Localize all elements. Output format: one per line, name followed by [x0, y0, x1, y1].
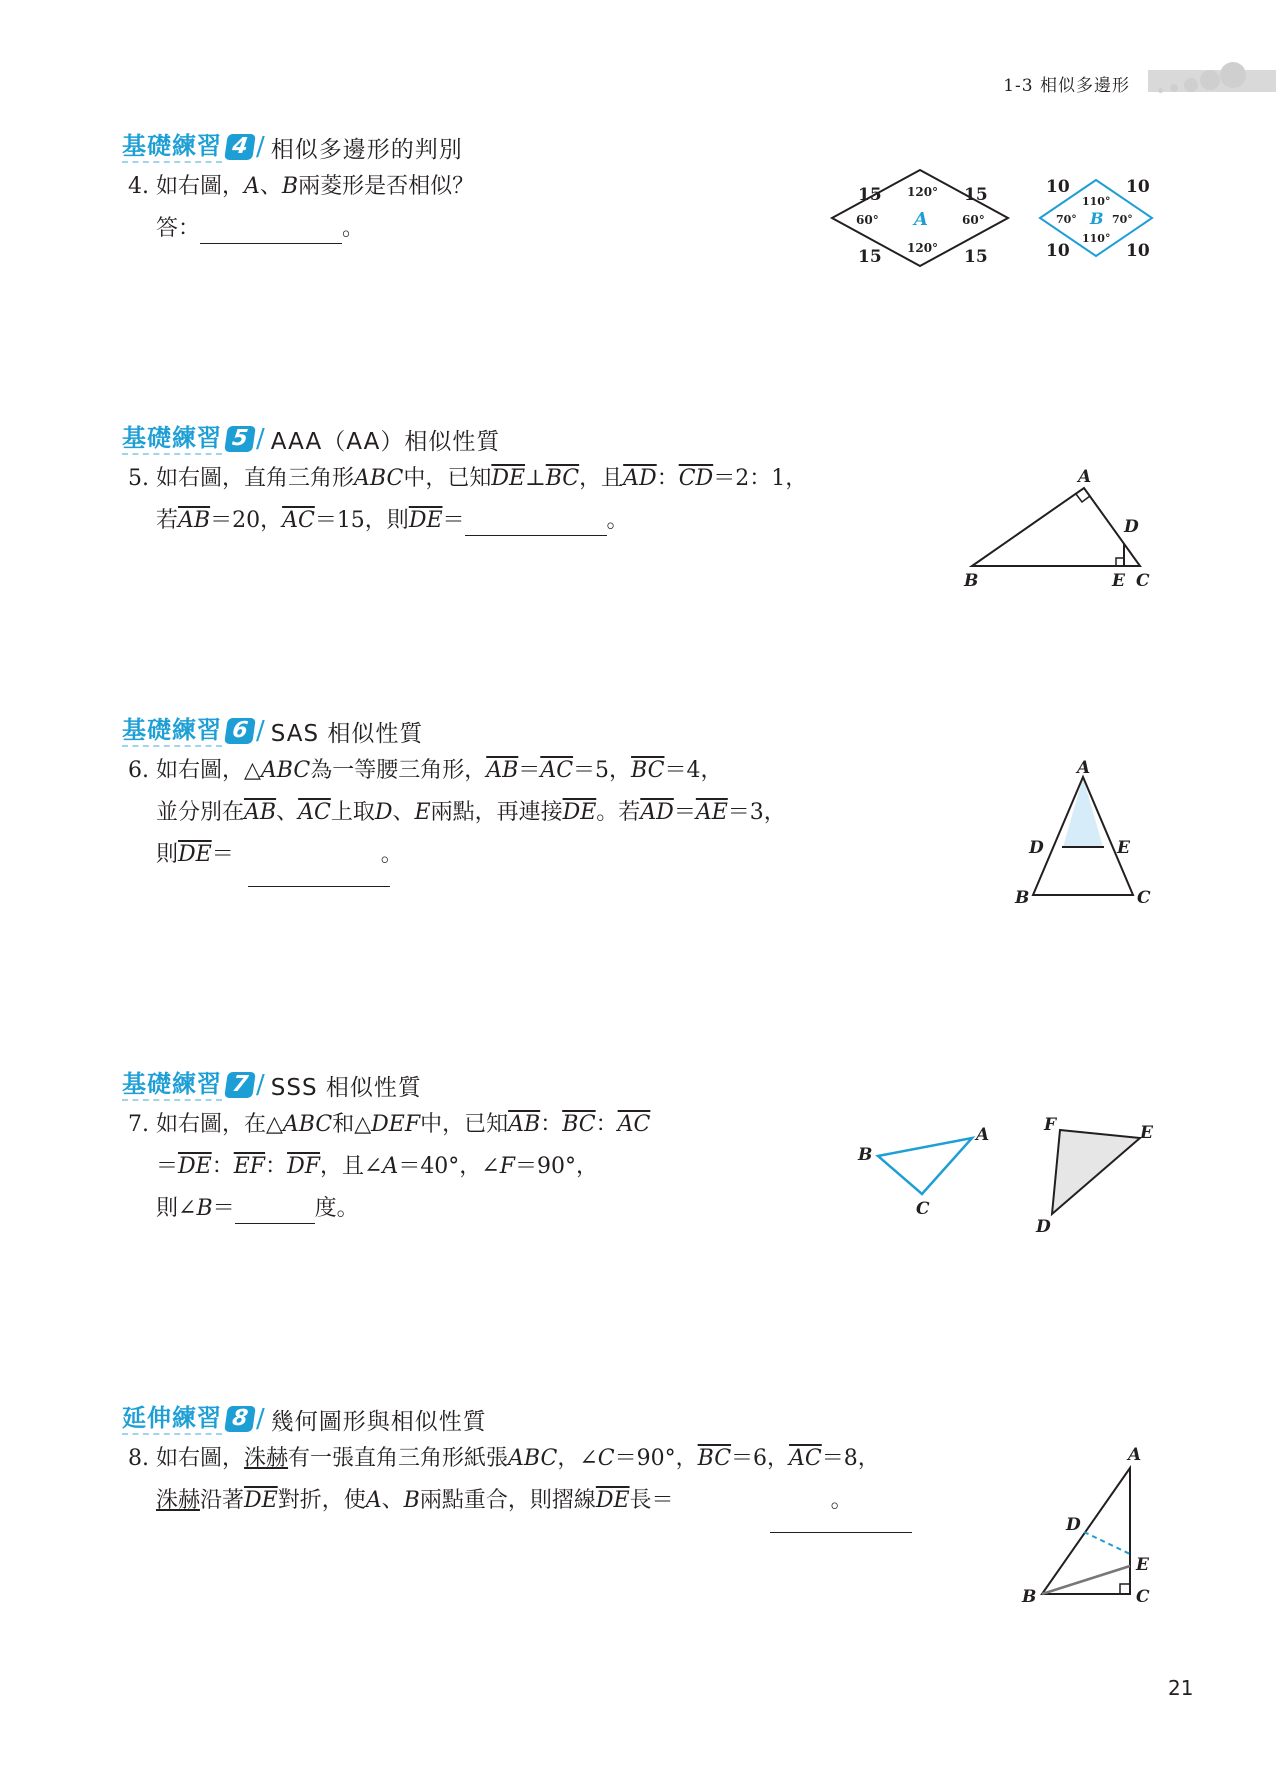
problem-7-line-3	[156, 1194, 359, 1224]
text: ：	[595, 1112, 618, 1137]
rhombus-a-side: 15	[858, 247, 882, 267]
problem-number: 8.	[128, 1446, 149, 1471]
problem-number: 5.	[128, 466, 149, 491]
folded-triangle-figure	[1010, 1440, 1170, 1610]
rhombus-a-side: 15	[964, 185, 988, 205]
header-decoration-dot	[1184, 78, 1198, 92]
rhombus-a-side: 15	[858, 185, 882, 205]
text: ＝8，	[821, 1446, 880, 1471]
section-tag: 延伸練習	[122, 1403, 222, 1435]
text: 。若	[596, 800, 641, 825]
segment: $\overline{AC}$	[789, 1446, 822, 1471]
text: ⊥	[525, 466, 546, 491]
text: 如右圖，	[156, 174, 245, 199]
text: 為一等腰三角形，	[310, 758, 487, 783]
rhombus-b-angle: 70°	[1056, 213, 1077, 226]
text: 上取	[330, 800, 375, 825]
slash-icon: /	[256, 1404, 265, 1434]
problem-8-line-2	[156, 1486, 853, 1516]
text: ＝	[156, 1154, 179, 1179]
header-decoration-dot	[1200, 70, 1220, 90]
text: 。	[342, 216, 365, 241]
text: ＝90°，	[614, 1446, 698, 1471]
answer-blank[interactable]	[235, 1199, 315, 1224]
segment: $\overline{DE}$	[491, 466, 526, 491]
problem-6-line-2	[156, 798, 786, 828]
page-number: 21	[1168, 1676, 1194, 1700]
problem-number: 7.	[128, 1112, 149, 1137]
section-topic: SSS 相似性質	[270, 1074, 422, 1101]
segment: $\overline{BC}$	[697, 1446, 732, 1471]
section-banner-6	[122, 714, 423, 748]
segment: $\overline{AD}$	[640, 800, 674, 825]
problem-5-line-2	[156, 506, 629, 536]
var: A	[382, 1154, 399, 1179]
problem-number: 6.	[128, 758, 149, 783]
vertex-label: B	[964, 571, 979, 591]
segment: $\overline{AB}$	[486, 758, 519, 783]
problem-5-line-1	[128, 464, 807, 494]
triangle-abc	[972, 488, 1140, 566]
var: ABC	[508, 1446, 558, 1471]
text: 度。	[314, 1196, 359, 1221]
var: DEF	[371, 1112, 421, 1137]
vertex-label: E	[1140, 1123, 1153, 1143]
text: 如右圖，直角三角形	[156, 466, 355, 491]
vertex-label: D	[1036, 1217, 1051, 1237]
rhombus-a-angle: 60°	[856, 213, 879, 227]
header-decoration-dot	[1170, 84, 1178, 92]
var: D	[374, 800, 393, 825]
section-tag: 基礎練習	[122, 131, 222, 163]
problem-number: 4.	[128, 174, 149, 199]
section-banner-4	[122, 130, 463, 164]
rhombus-a-angle: 120°	[907, 185, 939, 199]
text: ：	[211, 1154, 234, 1179]
section-banner-7	[122, 1068, 422, 1102]
text: ＝90°，	[515, 1154, 599, 1179]
segment: $\overline{AC}$	[617, 1112, 651, 1137]
segment: $\overline{EF}$	[233, 1154, 266, 1179]
right-angle-mark	[1076, 494, 1090, 502]
vertex-label: A	[1128, 1445, 1142, 1465]
text: ＝	[212, 1196, 235, 1221]
segment: $\overline{AC}$	[540, 758, 574, 783]
text: ：	[265, 1154, 288, 1179]
answer-blank[interactable]	[200, 219, 342, 244]
text: ＝4，	[664, 758, 723, 783]
similar-triangles-figure	[850, 1108, 1170, 1248]
text: 中，已知	[403, 466, 492, 491]
section-topic: 幾何圖形與相似性質	[270, 1408, 487, 1435]
section-number: 8	[224, 1406, 256, 1432]
segment: $\overline{AC}$	[298, 800, 331, 825]
segment: $\overline{DF}$	[287, 1154, 320, 1179]
chapter-title: 1-3 相似多邊形	[1003, 76, 1130, 96]
section-tag: 基礎練習	[122, 715, 222, 747]
triangle-abc	[1042, 1468, 1130, 1594]
var: B	[281, 174, 299, 199]
slash-icon: /	[256, 424, 265, 454]
segment: $\overline{DE}$	[408, 508, 443, 533]
var: ABC	[282, 1112, 333, 1137]
right-angle-mark	[1120, 1584, 1130, 1594]
section-number: 6	[224, 718, 256, 744]
text: 如右圖，在△	[156, 1112, 283, 1137]
section-banner-8	[122, 1402, 487, 1436]
person-name: 洙赫	[244, 1446, 289, 1471]
var: ABC	[260, 758, 311, 783]
section-tag: 基礎練習	[122, 423, 222, 455]
right-angle-mark	[1116, 558, 1124, 566]
text: 則	[156, 842, 179, 867]
text: 有一張直角三角形紙張	[288, 1446, 509, 1471]
text: ＝3，	[727, 800, 786, 825]
rhombus-b-side: 10	[1126, 241, 1150, 261]
segment: $\overline{AD}$	[623, 466, 657, 491]
header-decoration-dot	[1220, 62, 1246, 88]
vertex-label: F	[1044, 1115, 1057, 1135]
rhombus-a-angle: 120°	[907, 241, 939, 255]
section-banner-5	[122, 422, 500, 456]
problem-6-line-1	[128, 756, 722, 786]
text: 、	[392, 800, 415, 825]
problem-7-line-2	[156, 1152, 598, 1182]
problem-4-answer	[156, 214, 364, 244]
rhombus-b-angle: 70°	[1112, 213, 1133, 226]
fold-line-de	[1084, 1532, 1130, 1554]
vertex-label: D	[1066, 1515, 1081, 1535]
var: B	[196, 1196, 213, 1221]
var: E	[414, 800, 431, 825]
text: 、	[276, 800, 299, 825]
text: 若	[156, 508, 179, 533]
text: 對折，使	[277, 1488, 366, 1513]
text: ＝2：1，	[713, 466, 808, 491]
triangle-abc	[878, 1138, 972, 1194]
section-topic: AAA（AA）相似性質	[270, 428, 501, 455]
text: 長＝	[629, 1488, 674, 1513]
text: 沿著	[200, 1488, 245, 1513]
segment: $\overline{DE}$	[178, 842, 212, 867]
rhombus-a-label: A	[914, 209, 928, 230]
rhombus-b-angle: 110°	[1082, 195, 1111, 208]
person-name: 洙赫	[156, 1488, 201, 1513]
text: ＝5，	[573, 758, 632, 783]
text: ＝	[211, 842, 234, 867]
rhombus-figure	[820, 160, 1160, 280]
text: 兩菱形是否相似？	[298, 174, 475, 199]
var: C	[597, 1446, 615, 1471]
vertex-label: E	[1117, 838, 1130, 858]
segment: $\overline{AC}$	[282, 508, 315, 533]
text: ＝20，	[210, 508, 283, 533]
section-number: 5	[224, 426, 256, 452]
answer-blank[interactable]	[465, 511, 607, 536]
problem-8-line-1	[128, 1444, 880, 1474]
segment: $\overline{AB}$	[178, 508, 211, 533]
text: ＝	[442, 508, 465, 533]
text: ＝15，則	[314, 508, 409, 533]
segment: $\overline{BC}$	[545, 466, 580, 491]
segment: $\overline{AE}$	[695, 800, 728, 825]
vertex-label: E	[1112, 571, 1125, 591]
vertex-label: B	[1015, 888, 1030, 908]
slash-icon: /	[256, 132, 265, 162]
section-topic: SAS 相似性質	[270, 720, 424, 747]
vertex-label: D	[1124, 517, 1139, 537]
text: 並分別在	[156, 800, 245, 825]
vertex-label: C	[1136, 571, 1150, 591]
text: ：	[540, 1112, 563, 1137]
text: 則∠	[156, 1196, 197, 1221]
text: 如右圖，	[156, 1446, 245, 1471]
answer-blank[interactable]	[248, 886, 390, 887]
answer-label: 答：	[156, 216, 201, 241]
section-topic: 相似多邊形的判別	[270, 136, 463, 163]
var: B	[403, 1488, 420, 1513]
vertex-label: A	[1078, 467, 1092, 487]
segment-be	[1042, 1566, 1130, 1594]
segment: $\overline{CD}$	[678, 466, 714, 491]
text: 、	[381, 1488, 404, 1513]
segment: $\overline{DE}$	[244, 1488, 278, 1513]
vertex-label: D	[1029, 838, 1044, 858]
rhombus-a-angle: 60°	[962, 213, 985, 227]
vertex-label: C	[1136, 1587, 1150, 1607]
text: 、	[259, 174, 282, 199]
segment: $\overline{BC}$	[631, 758, 665, 783]
rhombus-b-side: 10	[1126, 177, 1150, 197]
text: 和△	[332, 1112, 372, 1137]
var: A	[365, 1488, 382, 1513]
text: ＝40°，∠	[398, 1154, 500, 1179]
segment: $\overline{DE}$	[562, 800, 597, 825]
vertex-label: A	[1077, 758, 1091, 778]
text: ＝	[518, 758, 541, 783]
problem-6-line-3	[156, 840, 403, 870]
text: ＝	[673, 800, 696, 825]
section-number: 7	[224, 1072, 256, 1098]
vertex-label: B	[1022, 1587, 1037, 1607]
text: 如右圖，△	[156, 758, 261, 783]
problem-4-line-1	[128, 172, 474, 202]
vertex-label: C	[916, 1199, 930, 1219]
var: F	[499, 1154, 516, 1179]
rhombus-b-side: 10	[1046, 177, 1070, 197]
text: ：	[656, 466, 679, 491]
text: ，且	[579, 466, 624, 491]
right-triangle-figure	[950, 462, 1170, 592]
text: ，∠	[557, 1446, 598, 1471]
segment: $\overline{BC}$	[562, 1112, 596, 1137]
slash-icon: /	[256, 1070, 265, 1100]
triangle-def	[1052, 1130, 1140, 1214]
rhombus-b-side: 10	[1046, 241, 1070, 261]
section-number: 4	[224, 134, 256, 160]
text: 。	[380, 842, 403, 867]
vertex-label: A	[976, 1125, 990, 1145]
segment: $\overline{AB}$	[508, 1112, 541, 1137]
vertex-label: E	[1136, 1555, 1149, 1575]
rhombus-b-label: B	[1090, 209, 1104, 228]
text: 中，已知	[420, 1112, 509, 1137]
text: 。	[830, 1488, 853, 1513]
text: 。	[606, 508, 629, 533]
isosceles-triangle-figure	[1005, 755, 1175, 915]
slash-icon: /	[256, 716, 265, 746]
vertex-label: C	[1137, 888, 1151, 908]
text: ＝6，	[731, 1446, 790, 1471]
header-decoration-dot	[1158, 88, 1163, 93]
segment: $\overline{DE}$	[595, 1488, 630, 1513]
segment: $\overline{DE}$	[178, 1154, 212, 1179]
text: 兩點重合，則摺線	[419, 1488, 596, 1513]
answer-blank[interactable]	[770, 1532, 912, 1533]
vertex-label: B	[858, 1145, 873, 1165]
var: A	[244, 174, 260, 199]
section-tag: 基礎練習	[122, 1069, 222, 1101]
problem-7-line-1	[128, 1110, 650, 1140]
text: ，且∠	[319, 1154, 383, 1179]
text: 兩點，再連接	[430, 800, 563, 825]
segment: $\overline{AB}$	[244, 800, 277, 825]
var: ABC	[354, 466, 404, 491]
rhombus-a-side: 15	[964, 247, 988, 267]
rhombus-b-angle: 110°	[1082, 232, 1111, 245]
